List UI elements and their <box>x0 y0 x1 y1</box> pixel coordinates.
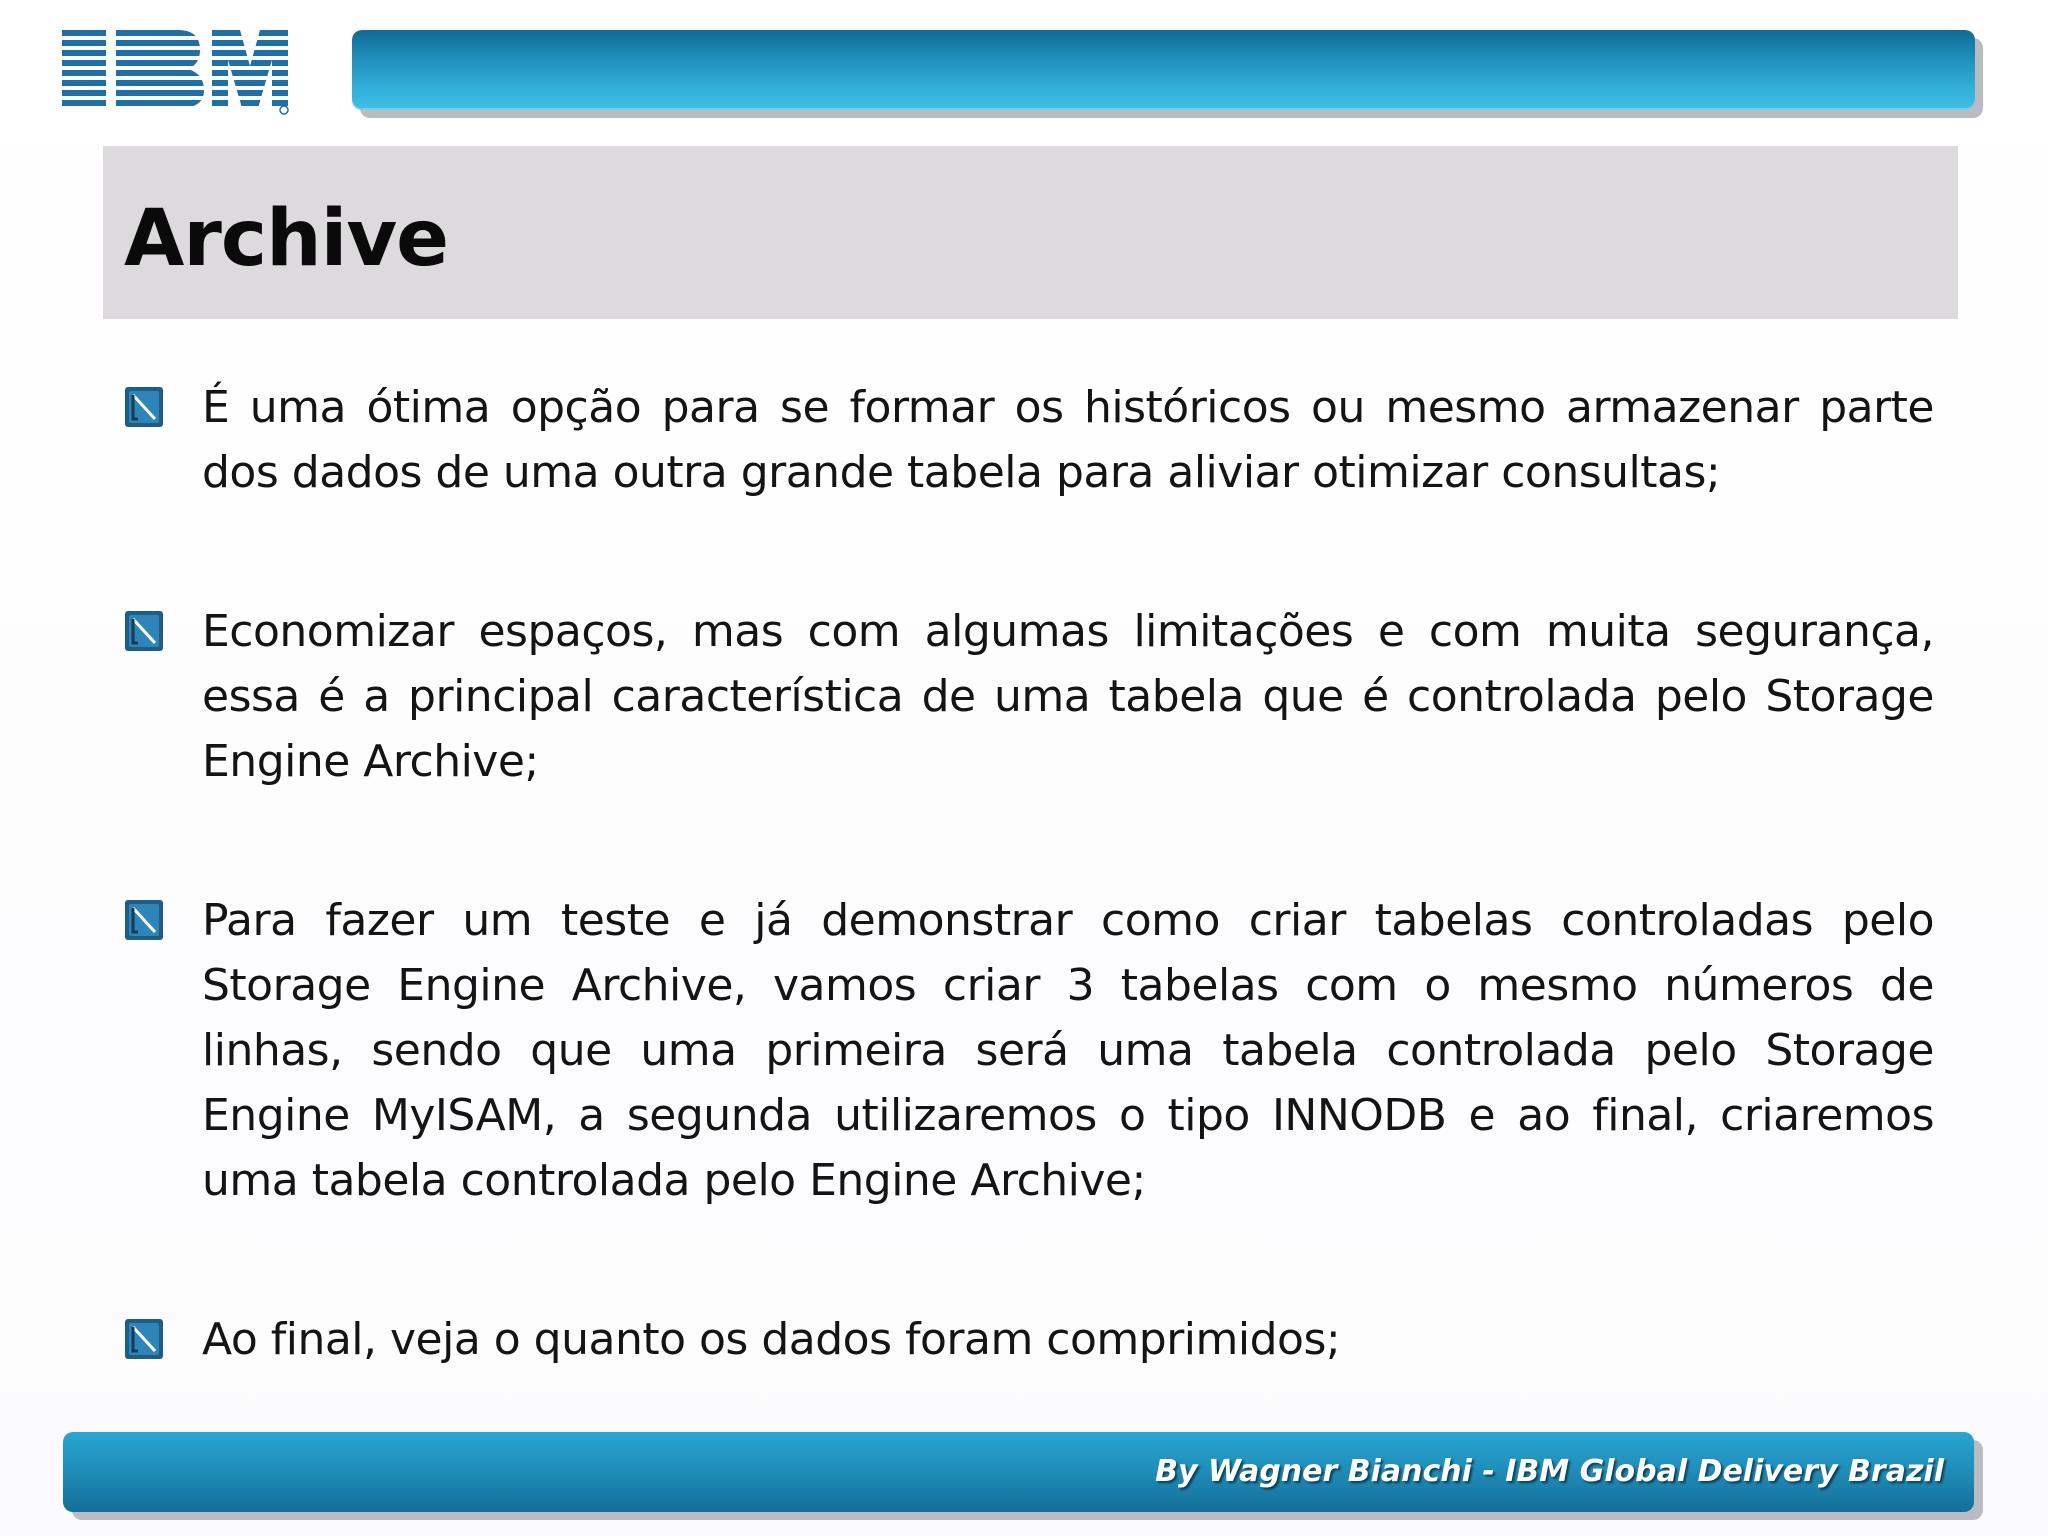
bullet-item <box>124 888 1934 1213</box>
bullet-item <box>124 599 1934 794</box>
top-banner <box>352 30 1975 110</box>
book-bullet-icon <box>124 609 166 653</box>
bullet-text: Economizar espaços, mas com algumas limitações e com muita segurança, essa é a principal característica de uma tabela que é controlada pelo Storage Engine Archive; <box>202 606 1934 787</box>
bullet-text: Ao final, veja o quanto os dados foram comprimidos; <box>202 1314 1341 1365</box>
bullet-text: Para fazer um teste e já demonstrar como criar tabelas controladas pelo Storage Engine Archive, vamos criar 3 tabelas com o mesmo números de linhas, sendo que uma primeira será uma tabela controlada pelo Storage Engine MyISAM, a segunda utilizaremos o tipo INNODB e ao final, criaremos uma tabela controlada pelo Engine Archive; <box>202 895 1934 1206</box>
bullet-item <box>124 1307 1934 1372</box>
footer-banner <box>63 1432 1974 1512</box>
book-bullet-icon <box>124 1317 166 1361</box>
bullet-list <box>124 375 1934 1372</box>
book-bullet-icon <box>124 898 166 942</box>
slide-title: Archive <box>124 194 449 284</box>
ibm-logo <box>60 26 290 116</box>
book-bullet-icon <box>124 385 166 429</box>
bullet-text: É uma ótima opção para se formar os históricos ou mesmo armazenar parte dos dados de uma outra grande tabela para aliviar otimizar consultas; <box>202 382 1934 498</box>
footer-credit: By Wagner Bianchi - IBM Global Delivery Brazil <box>1155 1454 1944 1489</box>
bullet-item <box>124 375 1934 505</box>
